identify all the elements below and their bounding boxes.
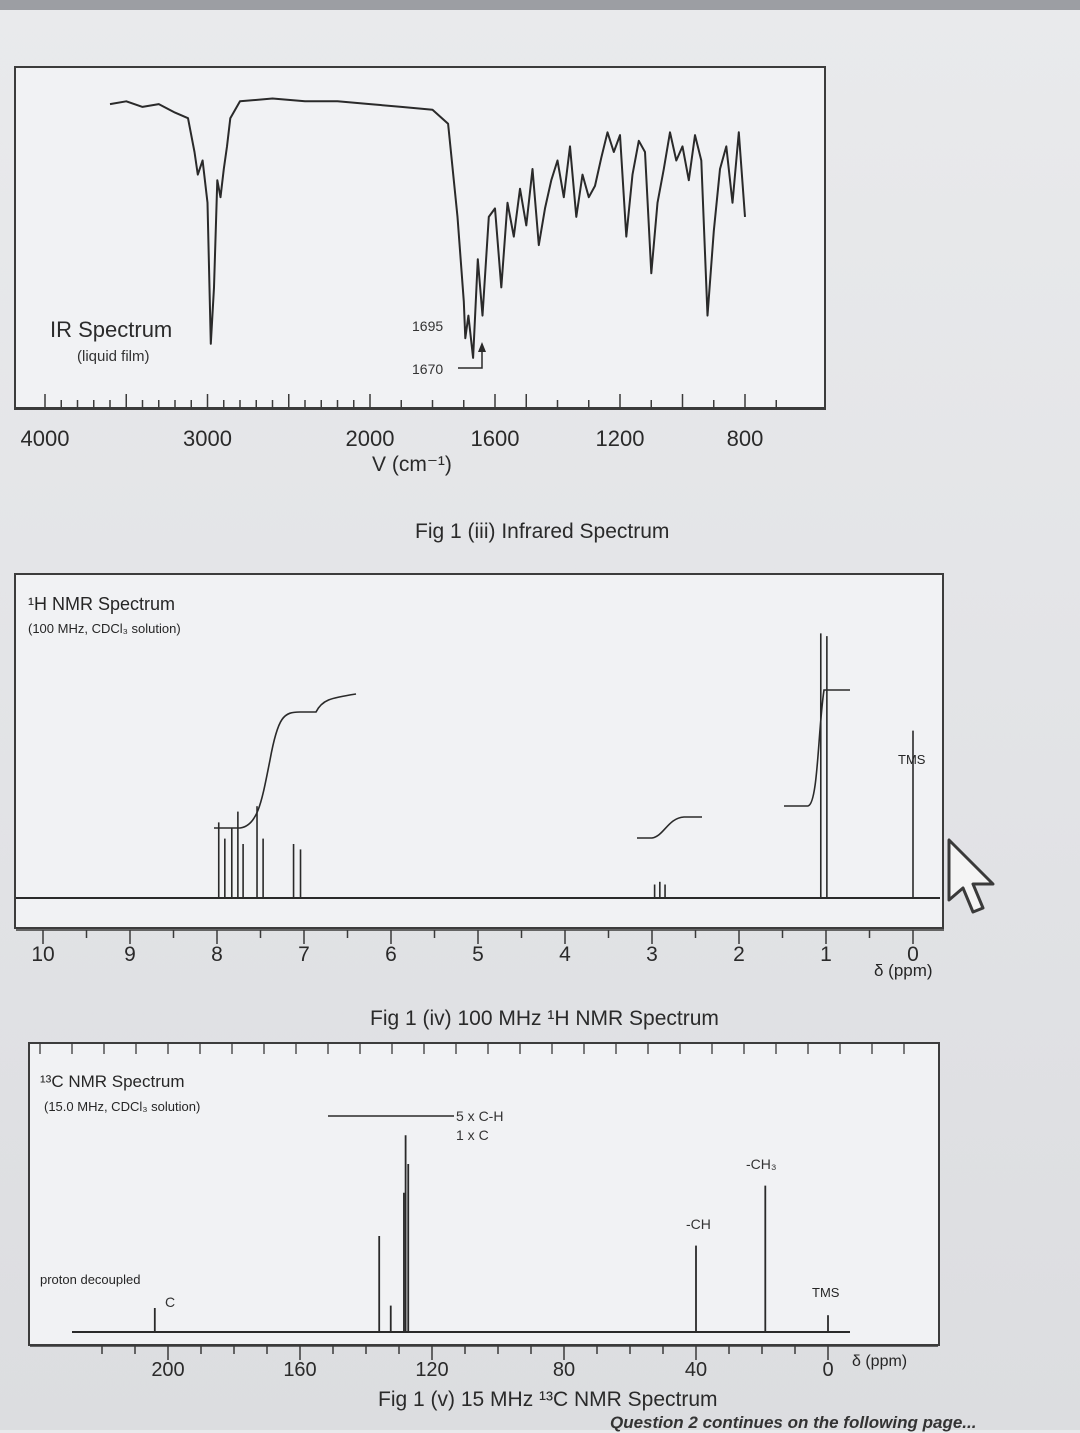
hnmr-x-tick-label: 10 [31,943,55,966]
hnmr-x-tick-label: 9 [124,943,136,966]
hnmr-x-tick-label: 1 [820,943,832,966]
hnmr-x-tick-label: 0 [907,943,919,966]
cnmr-label-5ch: 5 x C-H [456,1108,504,1124]
ir-x-tick-label: 4000 [20,426,70,451]
ir-x-tick-label: 800 [726,426,764,451]
ir-peak-label-1695: 1695 [412,318,444,334]
hnmr-x-tick-label: 2 [733,943,745,966]
hnmr-x-tick-label: 6 [385,943,397,966]
hnmr-x-tick-label: 3 [646,943,658,966]
hnmr-title: ¹H NMR Spectrum [28,594,176,614]
cnmr-mode-label: proton decoupled [40,1272,141,1287]
ir-peak-label-1670: 1670 [412,361,444,377]
ir-caption: Fig 1 (iii) Infrared Spectrum [415,520,670,543]
cnmr-label-1c: 1 x C [456,1127,489,1143]
ir-subtitle: (liquid film) [77,348,150,365]
cnmr-label-c: C [165,1294,176,1310]
ir-title: IR Spectrum [50,317,173,342]
hnmr-x-tick-label: 8 [211,943,223,966]
cnmr-label-ch: -CH [686,1216,711,1232]
hnmr-x-tick-label: 4 [559,943,571,966]
hnmr-caption: Fig 1 (iv) 100 MHz ¹H NMR Spectrum [370,1007,719,1030]
hnmr-x-axis-label: δ (ppm) [874,961,933,980]
mouse-cursor-icon [945,838,1005,918]
cnmr-caption: Fig 1 (v) 15 MHz ¹³C NMR Spectrum [378,1388,718,1411]
hnmr-x-tick-label: 7 [298,943,310,966]
cnmr-x-tick-label: 40 [684,1359,708,1381]
page-footer: Question 2 continues on the following page... [610,1413,977,1432]
cnmr-label-ch3: -CH₃ [746,1156,777,1172]
ir-x-axis-label: V (cm⁻¹) [372,453,452,476]
ir-x-tick-label: 3000 [183,426,232,451]
cnmr-x-tick-label: 0 [822,1359,834,1381]
ir-x-tick-label: 1600 [470,426,520,451]
hnmr-subtitle: (100 MHz, CDCl₃ solution) [28,621,181,636]
cnmr-tms-label: TMS [812,1285,840,1300]
hnmr-x-tick-label: 5 [472,943,484,966]
cnmr-x-tick-label: 200 [151,1359,185,1381]
cnmr-x-tick-label: 120 [415,1359,449,1381]
cnmr-x-tick-label: 160 [283,1359,317,1381]
cnmr-subtitle: (15.0 MHz, CDCl₃ solution) [44,1099,201,1114]
ir-x-tick-label: 1200 [595,426,645,451]
ir-x-tick-label: 2000 [345,426,395,451]
hnmr-tms-label: TMS [898,752,926,767]
cnmr-title: ¹³C NMR Spectrum [40,1072,185,1091]
cnmr-x-axis-label: δ (ppm) [852,1353,908,1370]
cnmr-x-tick-label: 80 [552,1359,576,1381]
